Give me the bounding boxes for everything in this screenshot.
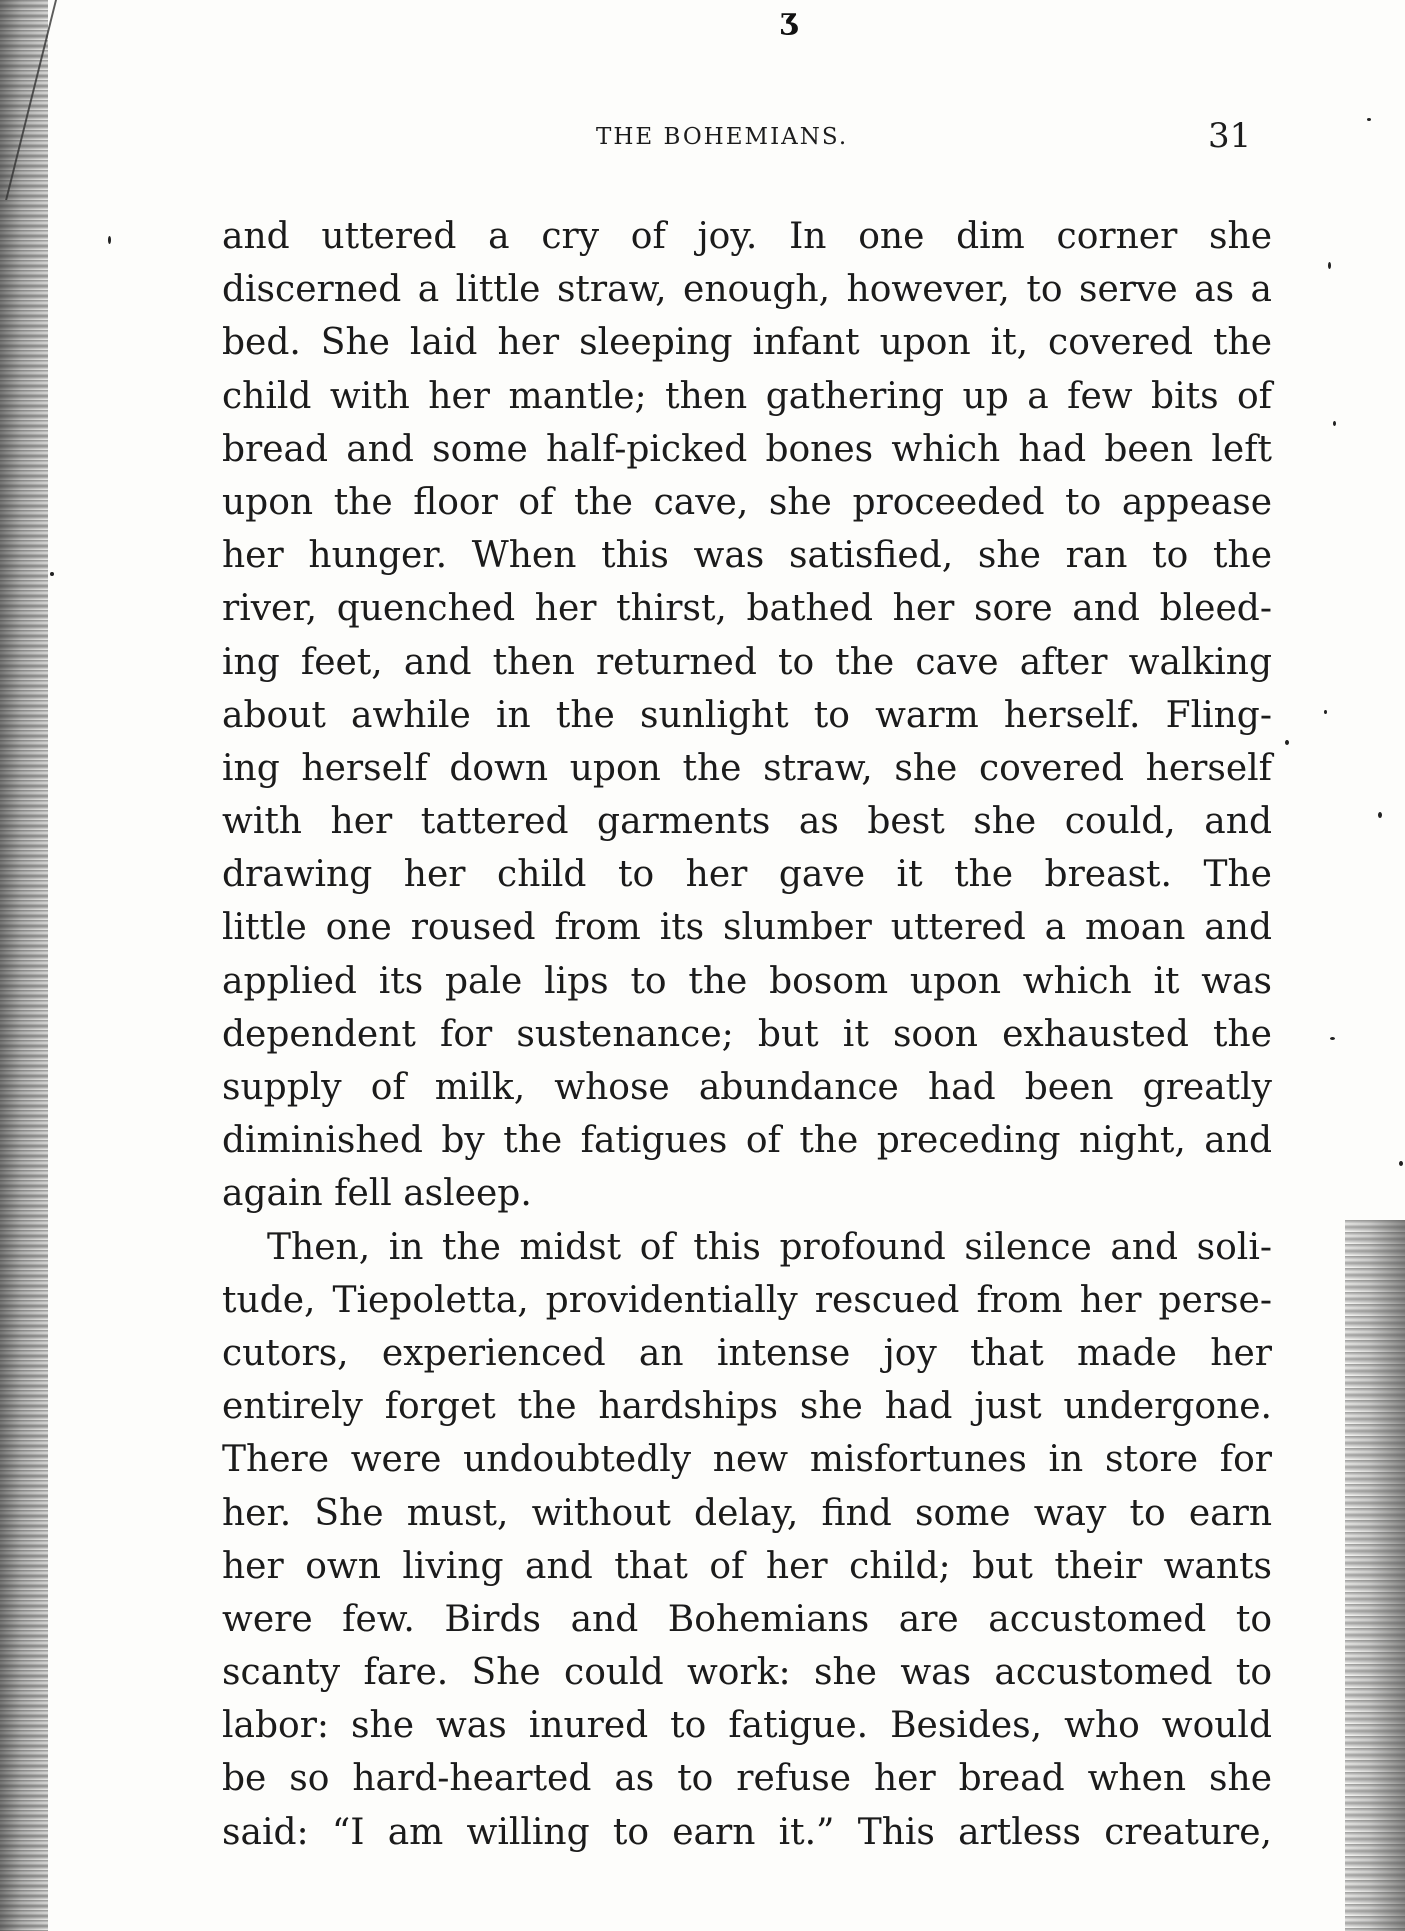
text-line: tude, Tiepoletta, providentially rescued from her perse-	[222, 1279, 1272, 1321]
text-line: ing herself down upon the straw, she covered herself	[222, 747, 1272, 789]
text-line: little one roused from its slumber uttered a moan and	[222, 907, 1272, 949]
text-line: There were undoubtedly new misfortunes in store for	[222, 1439, 1272, 1481]
running-head	[0, 116, 1405, 164]
text-line: Then, in the midst of this profound silence and soli-	[267, 1226, 1272, 1268]
scan-speck	[1367, 118, 1371, 121]
text-line: her hunger. When this was satisfied, she ran to the	[222, 535, 1272, 577]
text-line: applied its pale lips to the bosom upon which it was	[222, 960, 1272, 1002]
scan-speck	[1333, 421, 1336, 426]
paragraph	[222, 1221, 1272, 1859]
text-line: ing feet, and then returned to the cave after walking	[222, 641, 1272, 683]
scan-speck	[108, 236, 111, 244]
text-line: drawing her child to her gave it the breast. The	[222, 854, 1272, 896]
page-number: 31	[1208, 116, 1252, 156]
binding-shadow-left	[0, 0, 48, 1931]
text-line: her own living and that of her child; but their wants	[222, 1545, 1272, 1587]
text-line: bread and some half-picked bones which had been left	[222, 428, 1272, 470]
text-line: about awhile in the sunlight to warm herself. Fling-	[222, 694, 1272, 736]
text-line: child with her mantle; then gathering up a few bits of	[222, 375, 1272, 417]
body-text	[222, 210, 1272, 1859]
text-line: and uttered a cry of joy. In one dim corner she	[222, 216, 1272, 257]
text-line: again fell asleep.	[222, 1173, 532, 1215]
text-line: diminished by the fatigues of the preceding night, and	[222, 1120, 1272, 1162]
scan-speck	[1285, 740, 1289, 745]
text-line: river, quenched her thirst, bathed her sore and bleed-	[222, 588, 1272, 630]
scan-speck	[1399, 1161, 1403, 1166]
scan-speck	[1324, 710, 1327, 714]
paragraph	[222, 210, 1272, 1221]
text-line: upon the floor of the cave, she proceeded to appease	[222, 481, 1272, 523]
top-printer-mark: ʒ	[780, 2, 798, 37]
text-line: scanty fare. She could work: she was accustomed to	[222, 1652, 1272, 1694]
text-line: said: “I am willing to earn it.” This artless creature,	[222, 1811, 1272, 1853]
binding-shadow-right	[1345, 1220, 1405, 1931]
text-line: labor: she was inured to fatigue. Besides, who would	[222, 1705, 1272, 1747]
scan-speck	[1330, 1037, 1335, 1040]
text-line: bed. She laid her sleeping infant upon it, covered the	[222, 322, 1272, 364]
text-line: were few. Birds and Bohemians are accustomed to	[222, 1598, 1272, 1640]
text-line: cutors, experienced an intense joy that made her	[222, 1332, 1272, 1374]
text-line: with her tattered garments as best she could, and	[222, 801, 1272, 843]
text-line: her. She must, without delay, find some way to earn	[222, 1492, 1272, 1534]
scan-speck	[1328, 262, 1331, 269]
running-title: THE BOHEMIANS.	[596, 124, 849, 150]
text-line: discerned a little straw, enough, however, to serve as a	[222, 269, 1272, 311]
text-line: supply of milk, whose abundance had been greatly	[222, 1067, 1272, 1108]
text-line: entirely forget the hardships she had just undergone.	[222, 1386, 1272, 1428]
text-line: dependent for sustenance; but it soon exhausted the	[222, 1013, 1272, 1055]
scan-speck	[50, 572, 54, 576]
text-line: be so hard-hearted as to refuse her bread when she	[222, 1758, 1272, 1800]
scan-speck	[1378, 812, 1382, 818]
